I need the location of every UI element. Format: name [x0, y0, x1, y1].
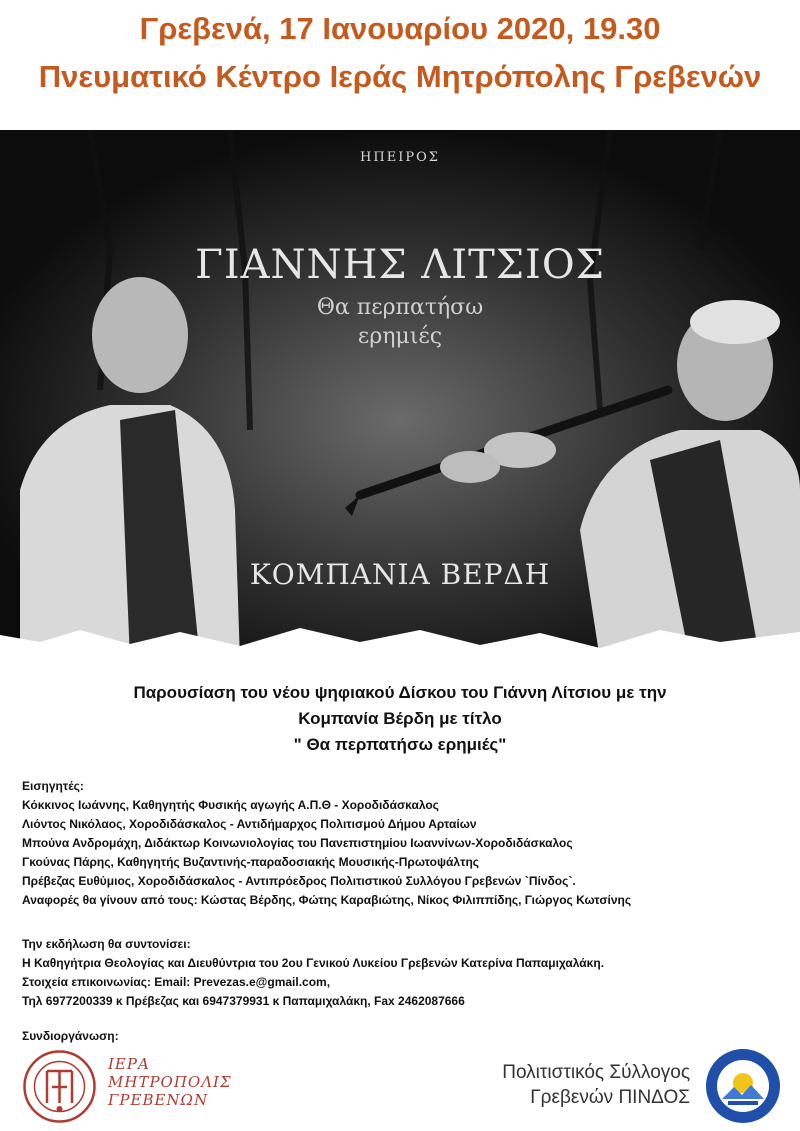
organizers-label: Συνδιοργάνωση:: [22, 1029, 119, 1043]
intro-line: " Θα περπατήσω ερημιές": [293, 735, 507, 754]
metropolis-seal-icon: [22, 1049, 97, 1124]
album-title-line2: ερημιές: [357, 324, 443, 349]
club-line: Πολιτιστικός Σύλλογος: [502, 1062, 690, 1083]
album-title-line1: Θα περπατήσω: [316, 295, 484, 320]
intro-line: Παρουσίαση του νέου ψηφιακού Δίσκου του Γιάννη Λίτσιου με την: [133, 683, 667, 702]
presentation-intro: [0, 680, 800, 758]
album-artist: ΓΙΑΝΝΗΣ ΛΙΤΣΙΟΣ: [195, 242, 605, 288]
contact-phones: Τηλ 6977200339 κ Πρέβεζας και 6947379931 κ Παπαμιχαλάκη, Fax 2462087666: [22, 994, 465, 1008]
speaker-item: Λιόντος Νικόλαος, Χοροδιδάσκαλος - Αντιδήμαρχος Πολιτισμού Δήμου Αρταίων: [22, 817, 477, 831]
metropolis-name: [108, 1055, 232, 1109]
event-venue: Πνευματικό Κέντρο Ιεράς Μητρόπολης Γρεβενών: [38, 59, 762, 94]
intro-line: Κομπανία Βέρδη με τίτλο: [298, 709, 502, 728]
album-region: ΗΠΕΙΡΟΣ: [360, 150, 440, 165]
album-group: ΚΟΜΠΑΝΙΑ ΒΕΡΔΗ: [249, 558, 551, 591]
speaker-item: Γκούνας Πάρης, Καθηγητής Βυζαντινής-παραδοσιακής Μουσικής-Πρωτοψάλτης: [22, 855, 480, 869]
metropolis-line: ΙΕΡΑ: [108, 1055, 150, 1073]
speaker-item: Αναφορές θα γίνουν από τους: Κώστας Βέρδης, Φώτης Καραβιώτης, Νίκος Φιλιππίδης, Γιώργος Κωτσίνης: [22, 893, 632, 907]
coordination-section: [22, 935, 604, 1011]
speakers-label: Εισηγητές:: [22, 779, 84, 793]
metropolis-line: ΓΡΕΒΕΝΩΝ: [108, 1091, 209, 1109]
metropolis-line: ΜΗΤΡΟΠΟΛΙΣ: [108, 1073, 232, 1091]
speakers-section: [22, 777, 631, 910]
club-line: Γρεβενών ΠΙΝΔΟΣ: [530, 1087, 690, 1108]
event-header: [0, 0, 800, 130]
coordinator-text: Η Καθηγήτρια Θεολογίας και Διευθύντρια του 2ου Γενικού Λυκείου Γρεβενών Κατερίνα Παπαμιχαλάκη.: [22, 956, 605, 970]
speaker-item: Μπούνα Ανδρομάχη, Διδάκτωρ Κοινωνιολογίας του Πανεπιστημίου Ιωαννίνων-Χοροδιδάσκαλος: [22, 836, 573, 850]
speaker-item: Κόκκινος Ιωάννης, Καθηγητής Φυσικής αγωγής Α.Π.Θ - Χοροδιδάσκαλος: [22, 798, 439, 812]
contact-email: Στοιχεία επικοινωνίας: Email: Prevezas.e@gmail.com,: [22, 975, 331, 989]
coordination-label: Την εκδήλωση θα συντονίσει:: [22, 937, 191, 951]
album-cover-image: [0, 130, 800, 660]
event-date-time: Γρεβενά, 17 Ιανουαρίου 2020, 19.30: [139, 11, 661, 46]
speaker-item: Πρέβεζας Ευθύμιος, Χοροδιδάσκαλος - Αντιπρόεδρος Πολιτιστικού Συλλόγου Γρεβενών `Πίνδος`.: [22, 874, 576, 888]
cultural-club-name: [502, 1060, 690, 1110]
pindos-club-emblem-icon: [704, 1047, 782, 1125]
